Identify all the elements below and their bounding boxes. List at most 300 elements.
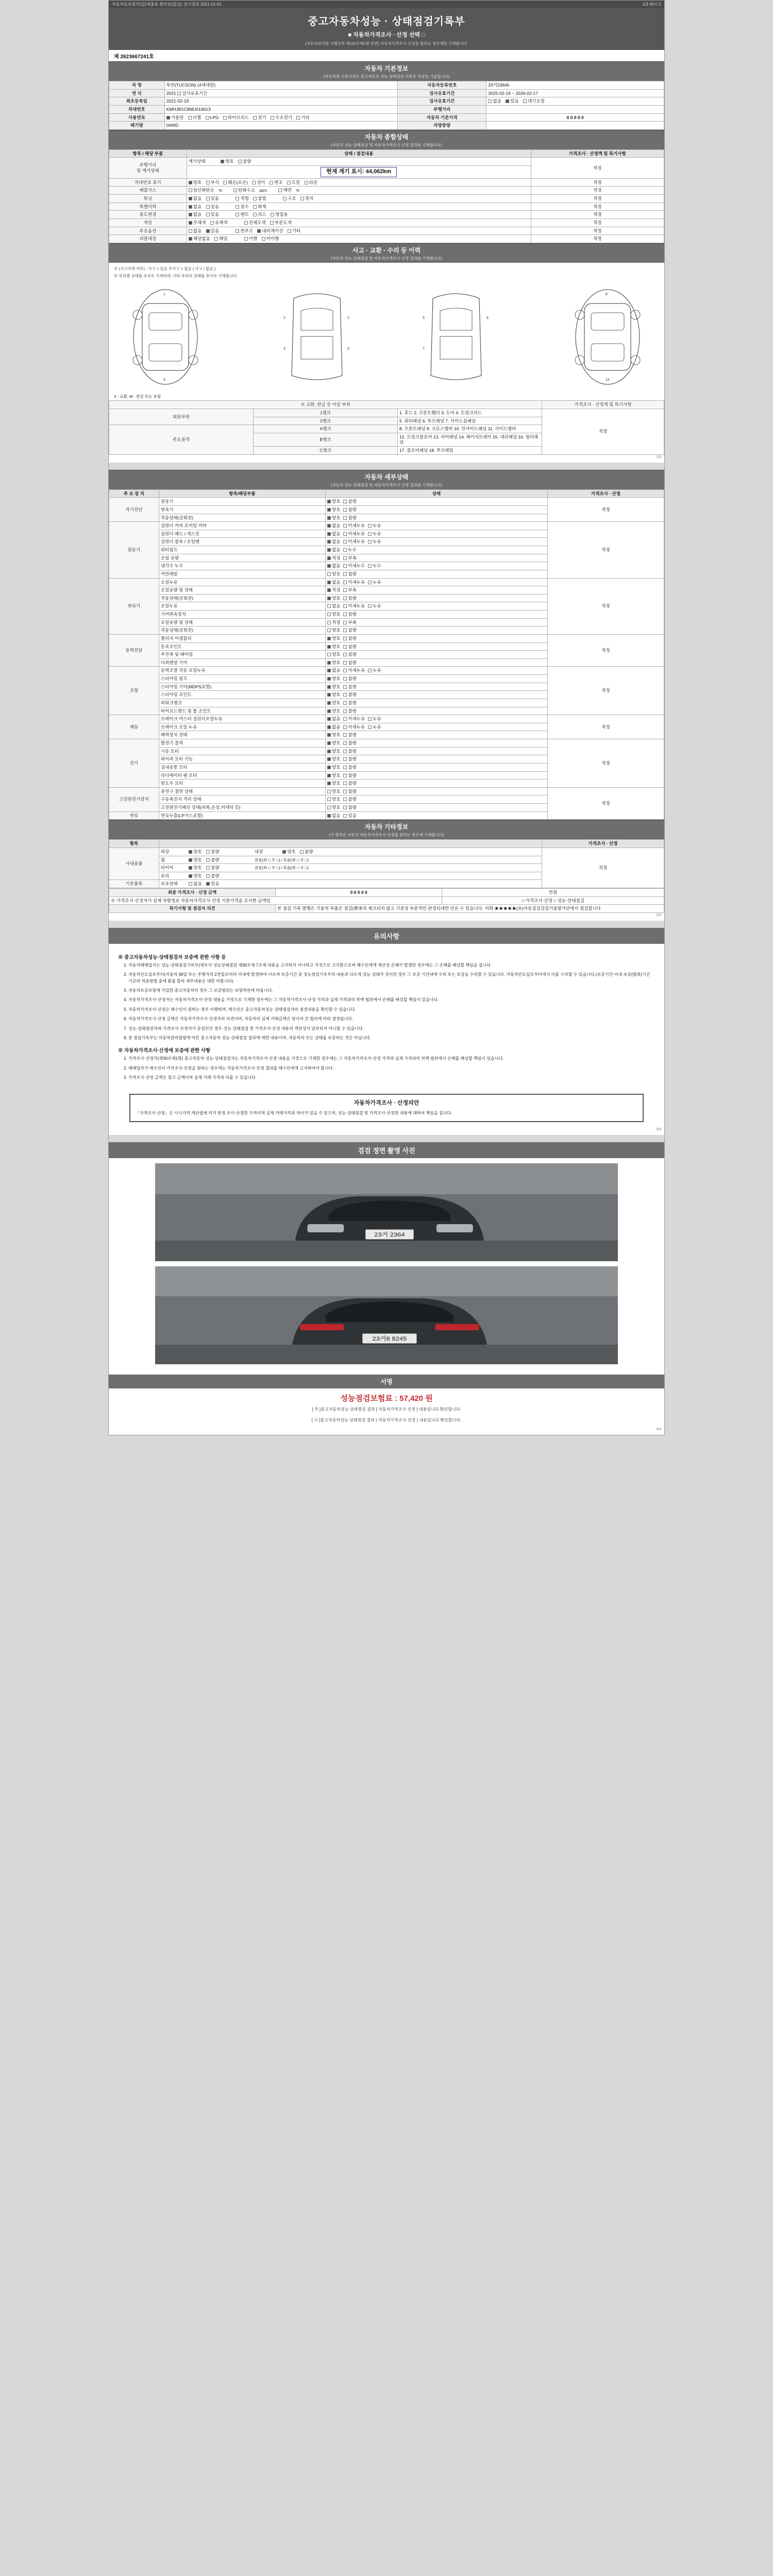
recall-done[interactable]: 이행 [244,236,257,242]
checkbox-icon[interactable] [327,604,331,608]
checkbox-icon[interactable] [221,160,224,163]
checkbox-icon[interactable] [262,237,265,241]
opt-leak[interactable]: 누유 [368,580,381,585]
checkbox-icon[interactable] [189,874,192,878]
checkbox-icon[interactable] [327,814,331,818]
checkbox-icon[interactable] [305,181,308,184]
checkbox-icon[interactable] [271,116,274,120]
checkbox-icon[interactable] [343,709,347,713]
color-part-paint[interactable]: 부분도색 [270,220,292,226]
opt-good[interactable]: 양호 [327,628,340,633]
checkbox-icon[interactable] [206,858,210,862]
checkbox-icon[interactable] [327,757,331,761]
opt-leak[interactable]: 누유 [368,603,381,609]
meter-bad[interactable]: 불량 [238,159,251,164]
checkbox-icon[interactable] [214,237,218,241]
opt-good-2[interactable]: 양호 [282,849,295,855]
opt-good[interactable]: 양호 [327,805,340,810]
checkbox-icon[interactable] [282,850,286,854]
checkbox-icon[interactable] [189,181,192,184]
checkbox-icon[interactable] [189,866,192,870]
opt-leak[interactable]: 누유 [368,724,381,730]
opt-good[interactable]: 양호 [327,644,340,650]
checkbox-icon[interactable] [253,197,257,200]
checkbox-icon[interactable] [300,197,304,200]
checkbox-icon[interactable] [327,508,331,512]
opt-bad[interactable]: 불량 [343,796,356,802]
fuel-option-gasoline[interactable]: 가솔린 [166,115,184,121]
opt-yes[interactable]: 있음 [206,228,219,234]
opt-micro-leak[interactable]: 미세누유 [343,668,365,673]
opt-none[interactable]: 없음 [327,539,340,545]
checkbox-icon[interactable] [327,790,331,793]
meter-good[interactable]: 양호 [221,159,233,164]
checkbox-icon[interactable] [327,766,331,769]
checkbox-icon[interactable] [343,653,347,656]
checkbox-icon[interactable] [244,237,248,241]
opt-good[interactable]: 양호 [327,796,340,802]
opt-none[interactable]: 없음 [327,716,340,722]
checkbox-icon[interactable] [238,160,242,163]
checkbox-icon[interactable] [368,532,372,536]
checkbox-icon[interactable] [210,221,214,225]
opt-bad[interactable]: 불량 [343,571,356,577]
opt-micro-leak[interactable]: 미세누유 [343,531,365,537]
opt-lack[interactable]: 부족 [343,620,356,625]
checkbox-icon[interactable] [189,229,192,233]
tuning-none[interactable]: 없음 [189,196,201,201]
checkbox-icon[interactable] [206,197,210,200]
checkbox-icon[interactable] [343,798,347,801]
usage-none[interactable]: 없음 [189,212,201,217]
opt-bad[interactable]: 불량 [343,740,356,746]
checkbox-icon[interactable] [343,597,347,600]
checkbox-icon[interactable] [343,556,347,560]
recall-notdone[interactable]: 미이행 [262,236,279,242]
opt-micro-leak[interactable]: 미세누유 [343,523,365,529]
checkbox-icon[interactable] [327,685,331,689]
checkbox-icon[interactable] [270,221,274,225]
opt-micro-leak[interactable]: 미세누유 [343,539,365,545]
checkbox-icon[interactable] [343,588,347,592]
checkbox-icon[interactable] [236,197,239,200]
checkbox-icon[interactable] [327,798,331,801]
fuel-option-etc[interactable]: 기타 [296,115,309,121]
checkbox-icon[interactable] [296,116,300,120]
opt-none[interactable]: 없음 [327,523,340,529]
checkbox-icon[interactable] [327,693,331,697]
opt-bad[interactable]: 불량 [343,773,356,778]
opt-micro-leak[interactable]: 미세누수 [343,563,365,569]
checkbox-icon[interactable] [343,741,347,745]
checkbox-icon[interactable] [327,613,331,616]
checkbox-icon[interactable] [343,693,347,697]
checkbox-icon[interactable] [343,725,347,729]
opt-good[interactable]: 양호 [327,499,340,504]
checkbox-icon[interactable] [206,116,209,120]
checkbox-icon[interactable] [236,205,239,209]
checkbox-icon[interactable] [327,669,331,672]
checkbox-icon[interactable] [253,205,257,209]
opt-none[interactable]: 없음 [327,580,340,585]
checkbox-icon[interactable] [327,597,331,600]
opt-good[interactable]: 양호 [189,849,201,855]
checkbox-icon[interactable] [343,782,347,785]
checkbox-icon[interactable] [506,99,509,103]
opt-etc[interactable]: 기타 [288,228,300,234]
opt-sunroof[interactable]: 썬루프 [236,228,253,234]
opt-navigation[interactable]: 내비게이션 [257,228,283,234]
checkbox-icon[interactable] [343,661,347,665]
checkbox-icon[interactable] [189,850,192,854]
opt-bad[interactable]: 불량 [206,865,219,871]
checkbox-icon[interactable] [166,116,170,120]
opt-good[interactable]: 양호 [189,865,201,871]
vin-paint[interactable]: 도말 [287,180,300,185]
opt-bad[interactable]: 불량 [343,636,356,641]
checkbox-icon[interactable] [327,540,331,544]
opt-bad[interactable]: 불량 [343,732,356,738]
opt-micro-leak[interactable]: 미세누유 [343,716,365,722]
checkbox-icon[interactable] [244,221,248,225]
tuning-legal[interactable]: 적법 [236,196,248,201]
checkbox-icon[interactable] [327,516,331,520]
checkbox-icon[interactable] [270,181,273,184]
opt-none[interactable]: 없음 [327,603,340,609]
color-achromatic[interactable]: 무채색 [189,220,206,226]
checkbox-icon[interactable] [343,685,347,689]
checkbox-icon[interactable] [343,500,347,503]
checkbox-icon[interactable] [300,850,304,854]
opt-none[interactable]: 없음 [327,724,340,730]
opt-good[interactable]: 양호 [327,636,340,641]
usage-yes[interactable]: 있음 [206,212,219,217]
opt-good[interactable]: 양호 [327,773,340,778]
checkbox-icon[interactable] [236,213,239,216]
checkbox-icon[interactable] [343,572,347,576]
checkbox-icon[interactable] [189,221,192,225]
checkbox-icon[interactable] [327,637,331,640]
opt-bad[interactable]: 불량 [343,628,356,633]
opt-bad[interactable]: 불량 [343,660,356,666]
checkbox-icon[interactable] [488,99,492,103]
opt-bad[interactable]: 불량 [343,756,356,762]
fuel-option-lpg[interactable]: LPG [206,115,219,121]
vin-corrosion[interactable]: 부식 [206,180,219,185]
checkbox-icon[interactable] [368,581,372,584]
usage-business[interactable]: 영업용 [271,212,288,217]
checkbox-icon[interactable] [343,701,347,705]
checkbox-icon[interactable] [368,540,372,544]
opt-lack[interactable]: 부족 [343,555,356,561]
checkbox-icon[interactable] [177,92,181,95]
color-chromatic[interactable]: 유채색 [210,220,228,226]
checkbox-icon[interactable] [343,621,347,624]
opt-bad[interactable]: 불량 [343,708,356,714]
checkbox-icon[interactable] [327,806,331,809]
checkbox-icon[interactable] [327,717,331,721]
checkbox-icon[interactable] [343,733,347,737]
opt-good[interactable]: 양호 [327,708,340,714]
checkbox-icon[interactable] [343,564,347,568]
opt-good[interactable]: 양호 [327,660,340,666]
checkbox-icon[interactable] [343,532,347,536]
checkbox-icon[interactable] [189,205,192,209]
opt-good[interactable]: 양호 [327,732,340,738]
opt-bad[interactable]: 불량 [343,684,356,690]
opt-bad[interactable]: 불량 [343,515,356,521]
checkbox-icon[interactable] [236,229,239,233]
checkbox-icon[interactable] [327,572,331,576]
recall-na[interactable]: 해당없음 [189,236,210,242]
opt-proper[interactable]: 적정 [327,620,340,625]
opt-leak[interactable]: 누유 [368,523,381,529]
tuning-yes[interactable]: 있음 [206,196,219,201]
history-fire[interactable]: 화재 [253,204,266,210]
opt-leak[interactable]: 누유 [368,716,381,722]
checkbox-icon[interactable] [343,766,347,769]
opt-good[interactable]: 양호 [327,684,340,690]
checkbox-icon[interactable] [327,677,331,681]
history-none[interactable]: 없음 [189,204,201,210]
checkbox-icon[interactable] [343,774,347,777]
checkbox-icon[interactable] [343,629,347,632]
tuning-device[interactable]: 장치 [300,196,313,201]
checkbox-icon[interactable] [206,205,210,209]
checkbox-icon[interactable] [283,197,287,200]
vin-punch[interactable]: 타공 [305,180,317,185]
checkbox-icon[interactable] [327,774,331,777]
usage-rent[interactable]: 렌트 [236,212,248,217]
usage-lease[interactable]: 리스 [253,212,266,217]
opt-bad[interactable]: 불량 [206,857,219,863]
opt-yes[interactable]: 있음 [343,813,356,819]
opt-good[interactable]: 양호 [327,571,340,577]
opt-good[interactable]: 양호 [327,789,340,794]
checkbox-icon[interactable] [327,741,331,745]
checkbox-group[interactable]: 검사유효기간 [177,91,207,96]
opt-leak[interactable]: 누유 [368,531,381,537]
opt-bad[interactable]: 불량 [343,644,356,650]
opt-micro-leak[interactable]: 미세누유 [343,724,365,730]
tuning-illegal[interactable]: 불법 [253,196,266,201]
checkbox-icon[interactable] [257,229,261,233]
opt-good[interactable]: 양호 [327,676,340,682]
checkbox-icon[interactable] [343,604,347,608]
checkbox-icon[interactable] [327,581,331,584]
emission-hc[interactable]: 탄화수소 [233,188,255,193]
opt-leak-water[interactable]: 누수 [343,547,356,553]
checkbox-icon[interactable] [189,213,192,216]
option-none[interactable]: 없음 [488,98,501,104]
opt-bad[interactable]: 불량 [343,805,356,810]
history-flood[interactable]: 침수 [236,204,248,210]
checkbox-icon[interactable] [327,548,331,552]
checkbox-icon[interactable] [343,613,347,616]
opt-good[interactable]: 양호 [327,596,340,601]
fuel-option-diesel[interactable]: 디젤 [188,115,201,121]
opt-leak[interactable]: 누수 [368,563,381,569]
opt-none[interactable]: 없음 [327,547,340,553]
checkbox-icon[interactable] [327,750,331,753]
opt-proper[interactable]: 적정 [327,555,340,561]
checkbox-icon[interactable] [343,677,347,681]
checkbox-icon[interactable] [368,564,372,568]
checkbox-icon[interactable] [287,181,291,184]
opt-good[interactable]: 양호 [327,515,340,521]
vin-alter[interactable]: 변조 [270,180,282,185]
checkbox-icon[interactable] [189,858,192,862]
checkbox-icon[interactable] [189,197,192,200]
checkbox-icon[interactable] [233,189,237,192]
checkbox-icon[interactable] [343,757,347,761]
checkbox-icon[interactable] [368,717,372,721]
checkbox-icon[interactable] [223,116,227,120]
opt-good[interactable]: 양호 [327,740,340,746]
opt-good[interactable]: 양호 [327,507,340,513]
opt-none[interactable]: 없음 [327,563,340,569]
checkbox-icon[interactable] [327,653,331,656]
option-yes[interactable]: 있음 [506,98,518,104]
checkbox-icon[interactable] [327,725,331,729]
checkbox-icon[interactable] [343,516,347,520]
checkbox-icon[interactable] [327,588,331,592]
opt-bad[interactable]: 불량 [343,700,356,706]
checkbox-icon[interactable] [368,524,372,528]
checkbox-icon[interactable] [368,725,372,729]
opt-none[interactable]: 없음 [189,881,201,887]
fuel-option-h2[interactable]: 수소전기 [271,115,292,121]
opt-bad-2[interactable]: 불량 [300,849,313,855]
checkbox-icon[interactable] [189,237,192,241]
opt-bad[interactable]: 불량 [343,596,356,601]
opt-good[interactable]: 양호 [327,781,340,786]
checkbox-icon[interactable] [206,850,210,854]
emission-smoke[interactable]: 매연 [278,188,291,193]
checkbox-icon[interactable] [206,874,210,878]
checkbox-icon[interactable] [327,701,331,705]
opt-bad[interactable]: 불량 [343,789,356,794]
tuning-structure[interactable]: 구조 [283,196,296,201]
opt-micro-leak[interactable]: 미세누유 [343,580,365,585]
checkbox-icon[interactable] [327,532,331,536]
opt-micro-leak[interactable]: 미세누유 [343,603,365,609]
opt-good[interactable]: 양호 [327,765,340,770]
checkbox-icon[interactable] [327,782,331,785]
fuel-option-ev[interactable]: 전기 [253,115,266,121]
checkbox-icon[interactable] [253,213,257,216]
opt-none[interactable]: 없음 [189,228,201,234]
opt-good[interactable]: 양호 [327,756,340,762]
opt-bad[interactable]: 불량 [343,499,356,504]
checkbox-icon[interactable] [252,181,256,184]
checkbox-icon[interactable] [327,709,331,713]
opt-good[interactable]: 양호 [327,612,340,617]
color-full-paint[interactable]: 전체도색 [244,220,266,226]
checkbox-icon[interactable] [327,524,331,528]
fuel-option-hybrid[interactable]: 하이브리드 [223,115,249,121]
checkbox-icon[interactable] [327,661,331,665]
checkbox-icon[interactable] [271,213,274,216]
opt-good[interactable]: 양호 [189,857,201,863]
opt-good[interactable]: 양호 [189,873,201,879]
vin-damage[interactable]: 훼손(오손) [223,180,248,185]
recall-yes[interactable]: 해당 [214,236,227,242]
opt-leak[interactable]: 누유 [368,668,381,673]
checkbox-icon[interactable] [223,181,227,184]
checkbox-icon[interactable] [206,181,210,184]
checkbox-icon[interactable] [343,814,347,818]
checkbox-icon[interactable] [327,629,331,632]
opt-bad[interactable]: 불량 [206,873,219,879]
checkbox-icon[interactable] [343,540,347,544]
opt-bad[interactable]: 불량 [343,749,356,754]
checkbox-icon[interactable] [189,882,192,886]
checkbox-icon[interactable] [206,213,210,216]
checkbox-icon[interactable] [343,581,347,584]
checkbox-icon[interactable] [288,229,291,233]
opt-bad[interactable]: 불량 [343,507,356,513]
opt-good[interactable]: 양호 [327,749,340,754]
history-yes[interactable]: 있음 [206,204,219,210]
opt-proper[interactable]: 적정 [327,587,340,593]
checkbox-icon[interactable] [368,669,372,672]
opt-none[interactable]: 없음 [327,813,340,819]
checkbox-icon[interactable] [523,99,527,103]
opt-bad[interactable]: 불량 [343,692,356,698]
checkbox-icon[interactable] [278,189,282,192]
checkbox-icon[interactable] [206,866,210,870]
opt-yes[interactable]: 있음 [206,881,219,887]
checkbox-icon[interactable] [343,669,347,672]
checkbox-icon[interactable] [206,882,210,886]
option-pollution[interactable]: 대기오염 [523,98,545,104]
checkbox-icon[interactable] [343,645,347,649]
checkbox-icon[interactable] [327,500,331,503]
opt-good[interactable]: 양호 [327,700,340,706]
checkbox-icon[interactable] [343,524,347,528]
checkbox-icon[interactable] [343,637,347,640]
checkbox-icon[interactable] [189,189,192,192]
checkbox-icon[interactable] [327,733,331,737]
opt-bad[interactable]: 불량 [206,849,219,855]
checkbox-icon[interactable] [188,116,192,120]
emission-co[interactable]: 일산화탄소 [189,188,214,193]
opt-good[interactable]: 양호 [327,692,340,698]
opt-lack[interactable]: 부족 [343,587,356,593]
checkbox-icon[interactable] [343,508,347,512]
opt-bad[interactable]: 불량 [343,676,356,682]
checkbox-icon[interactable] [343,548,347,552]
checkbox-icon[interactable] [327,564,331,568]
checkbox-icon[interactable] [343,750,347,753]
checkbox-icon[interactable] [343,806,347,809]
checkbox-icon[interactable] [327,556,331,560]
checkbox-icon[interactable] [327,621,331,624]
checkbox-icon[interactable] [206,229,210,233]
checkbox-icon[interactable] [343,717,347,721]
vin-diff[interactable]: 상이 [252,180,265,185]
checkbox-icon[interactable] [368,604,372,608]
opt-leak[interactable]: 누유 [368,539,381,545]
opt-bad[interactable]: 불량 [343,612,356,617]
checkbox-icon[interactable] [343,790,347,793]
opt-good[interactable]: 양호 [327,652,340,657]
checkbox-icon[interactable] [327,645,331,649]
opt-bad[interactable]: 불량 [343,765,356,770]
opt-none[interactable]: 없음 [327,531,340,537]
opt-none[interactable]: 없음 [327,668,340,673]
